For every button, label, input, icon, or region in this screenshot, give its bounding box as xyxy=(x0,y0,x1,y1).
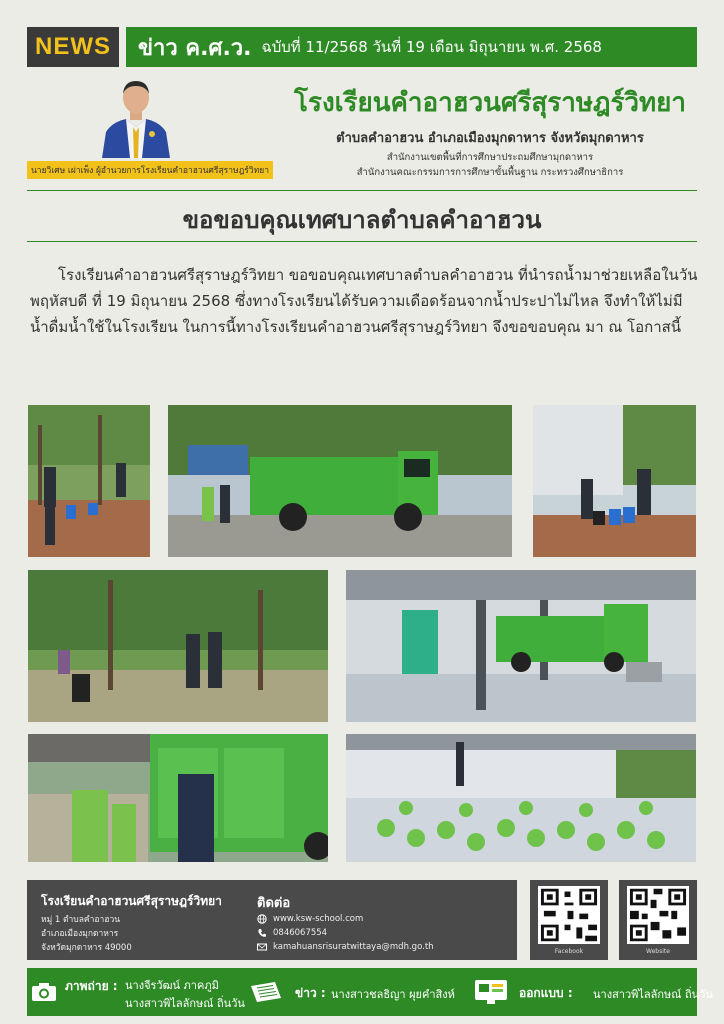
contact-email[interactable] xyxy=(257,942,434,952)
photo-students-seated xyxy=(346,734,696,862)
photo-truck-under-pavilion xyxy=(346,570,696,722)
email-icon xyxy=(257,942,267,952)
contact-phone[interactable] xyxy=(257,928,327,938)
photo-staff-by-building xyxy=(533,405,696,557)
footer-info xyxy=(27,880,517,960)
address-line-1: หมู่ 1 ตำบลคำอาฮวน xyxy=(41,915,121,925)
website-text: www.ksw-school.com xyxy=(273,914,364,924)
news-credit: นางสาวชลธิญา ผุยคำสิงห์ xyxy=(331,988,455,1001)
school-name: โรงเรียนคำอาฮวนศรีสุราษฎร์วิทยา xyxy=(294,88,686,118)
article-body: โรงเรียนคำอาฮวนศรีสุราษฎร์วิทยา ขอขอบคุณเทศบาลตำบลคำอาฮวน ที่นำรถน้ำมาช่วยเหลือในวันพฤหัสบดี ที่ 19 มิถุนายน 2568 ซึ่งทางโรงเรียนได้รับความเดือดร้อนจากน้ำประปาไม่ไหล จึงทำให้ไม่มีน้ำดื่มน้ำใช้ในโรงเรียน ในการนี้ทางโรงเรียนคำอาฮวนศรีสุราษฎร์วิทยา จึงขอขอบคุณ มา ณ โอกาสนี้ xyxy=(30,266,698,336)
issue-title: ข่าว ค.ศ.ว. xyxy=(138,35,252,61)
photo-credit-2: นางสาวพิไลลักษณ์ ถิ่นวัน xyxy=(125,997,245,1010)
news-badge: NEWS xyxy=(27,27,119,67)
qr-facebook[interactable] xyxy=(530,880,608,960)
agency-line-2: สำนักงานคณะกรรมการการศึกษาขั้นพื้นฐาน กระทรวงศึกษาธิการ xyxy=(356,167,624,178)
photo-credit-label: ภาพถ่าย : xyxy=(65,979,118,993)
contact-title: ติดต่อ xyxy=(257,896,291,911)
photo-students-at-truck xyxy=(28,734,328,862)
phone-icon xyxy=(257,928,267,938)
agency-line-1: สำนักงานเขตพื้นที่การศึกษาประถมศึกษามุกดาหาร xyxy=(386,152,594,163)
photo-credit-1: นางจีรวัฒน์ ภาคภูมิ xyxy=(125,979,219,992)
design-screen-icon xyxy=(473,978,509,1006)
email-text: kamahuansrisuratwittaya@mdh.go.th xyxy=(273,942,434,952)
address-line-3: จังหวัดมุกดาหาร 49000 xyxy=(41,943,132,953)
news-credit-label: ข่าว : xyxy=(295,986,326,1000)
qr-facebook-label: Facebook xyxy=(554,948,584,955)
camera-icon xyxy=(31,982,57,1002)
divider-top xyxy=(27,190,697,191)
issue-info: ฉบับที่ 11/2568 วันที่ 19 เดือน มิถุนายน พ.ศ. 2568 xyxy=(261,38,602,56)
article-headline: ขอขอบคุณเทศบาลตำบลคำอาฮวน xyxy=(182,205,542,234)
footer-school-name: โรงเรียนคำอาฮวนศรีสุราษฎร์วิทยา xyxy=(41,894,222,908)
divider-bottom xyxy=(27,241,697,242)
photo-green-water-truck xyxy=(168,405,512,557)
address-line-2: อำเภอเมืองมุกดาหาร xyxy=(41,929,119,939)
design-credit-label: ออกแบบ : xyxy=(519,986,573,1000)
issue-bar xyxy=(126,27,697,67)
contact-website[interactable] xyxy=(257,914,363,924)
photo-staff-water-buckets xyxy=(28,405,150,557)
design-credit: นางสาวพิไลลักษณ์ ถิ่นวัน xyxy=(593,988,713,1001)
globe-icon xyxy=(257,914,267,924)
phone-text: 0846067554 xyxy=(273,928,328,938)
qr-website[interactable] xyxy=(619,880,697,960)
photo-staff-carrying-water xyxy=(28,570,328,722)
qr-code-icon xyxy=(627,886,689,944)
qr-website-label: Website xyxy=(646,948,670,955)
qr-code-icon xyxy=(538,886,600,944)
credits-bar xyxy=(27,968,713,1016)
school-location: ตำบลคำอาฮวน อำเภอเมืองมุกดาหาร จังหวัดมุกดาหาร xyxy=(336,131,644,146)
director-photo xyxy=(100,72,172,158)
newspaper-icon xyxy=(249,980,283,1004)
director-caption: นายวิเศษ เผ่าเพ็ง ผู้อำนวยการโรงเรียนคำอาฮวนศรีสุราษฎร์วิทยา xyxy=(27,161,273,179)
